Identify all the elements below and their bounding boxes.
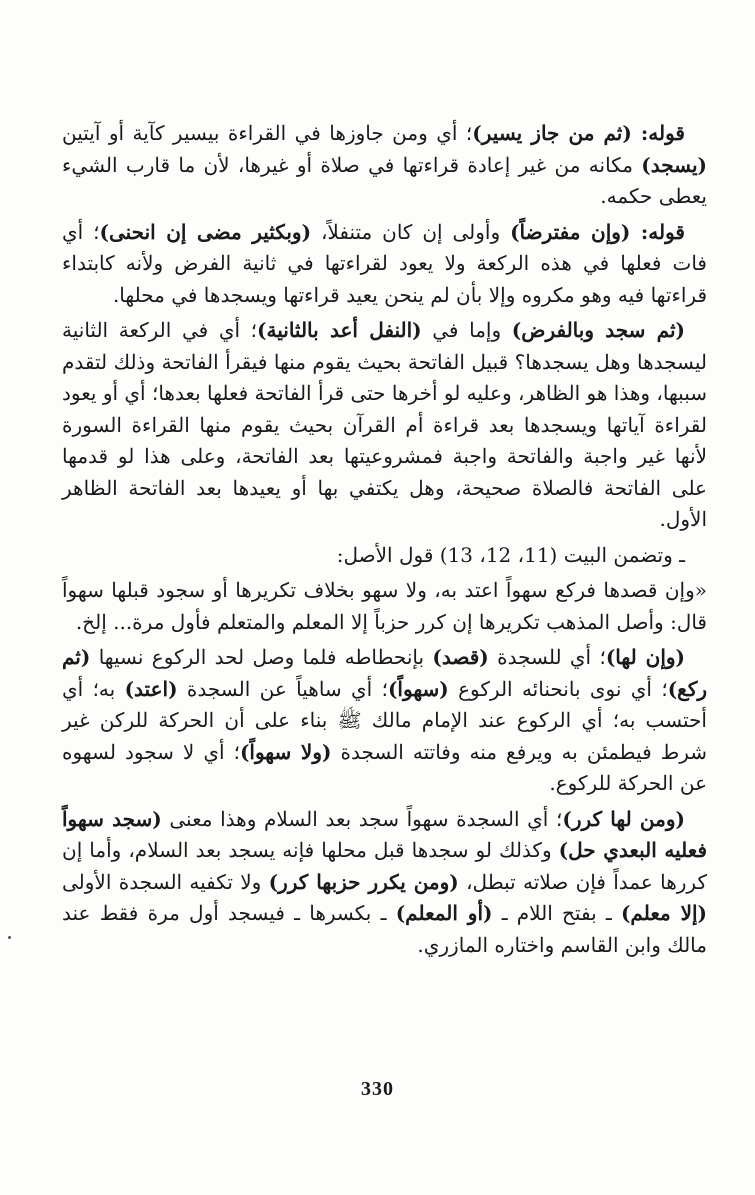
bold-phrase: قوله: xyxy=(630,219,685,244)
bold-phrase: (ثم ركع) xyxy=(62,645,708,701)
text-run: ؛ أي في الركعة الثانية ليسجدها وهل يسجدها؟ قبيل الفاتحة بحيث يقوم منها فيقرأ الفاتحة وذلك لتقدم سببها، وهذا هو الظاهر، وعليه لو أخرها حتى قرأ الفاتحة فعلها بعدها؛ أي أو يعود لقراءة آياتها ويسجدها بعد قراءة أم القرآن بحيث يقوم منها القراءة السورة لأنها غير واجبة والفاتحة واجبة فمشروعيتها بعد الفاتحة، وعلى هذا لو قدمها على الفاتحة فالصلاة صحيحة، وهل يكتفي بها أو يعيدها بعد الفاتحة الظاهر الأول. xyxy=(62,318,708,531)
bold-phrase: (اعتد) xyxy=(124,676,178,701)
paragraph xyxy=(62,217,707,312)
text-run: ؛ أي لا سجود لسهوه عن الحركة للركوع. xyxy=(62,739,707,795)
text-run: ـ بفتح اللام ـ xyxy=(492,901,621,925)
text-run: وكذلك لو سجدها قبل محلها فإنه يسجد بعد السلام، وأما إن كررها عمداً فإن صلاته تبطل، xyxy=(62,838,707,894)
text-run: ؛ أي فات فعلها في هذه الركعة ولا يعود لقراءتها في ثانية الفرض ولأنه كابتداء قراءتها فيه وهو مكروه وإلا بأن لم ينحن يعيد قراءتها ويسجدها في محلها. xyxy=(62,219,707,307)
page-number: 330 xyxy=(361,1078,394,1100)
bold-phrase: (سهواً) xyxy=(387,676,449,701)
bold-phrase: (ثم من جاز يسير) xyxy=(472,121,632,145)
text-run: ؛ أي السجدة سهواً سجد بعد السلام وهذا معنى xyxy=(161,806,563,831)
text-run: ـ وتضمن البيت (11، 12، 13) قول الأصل: xyxy=(336,542,685,567)
paragraph xyxy=(62,804,707,962)
text-run: ـ بكسرها ـ فيسجد أول مرة فقط عند مالك وابن القاسم واختاره المازري. xyxy=(62,901,707,957)
bold-phrase: (ولا سهواً) xyxy=(239,739,332,764)
bold-phrase: (وإن لها) xyxy=(605,645,685,669)
text-run: ؛ أي ومن جاوزها في القراءة بيسير كآية أو آيتين xyxy=(62,121,473,145)
paragraph xyxy=(62,118,707,213)
bold-phrase: (إلا معلم) xyxy=(620,901,707,925)
text-run: بإنحطاطه فلما وصل لحد الركوع نسيها xyxy=(90,645,433,669)
bold-phrase: (النفل أعد بالثانية) xyxy=(257,318,422,342)
bold-phrase: (ثم سجد وبالفرض) xyxy=(511,318,686,342)
text-run: «وإن قصدها فركع سهواً اعتد به، ولا سهو بخلاف تكريرها أو سجود قبلها سهواً قال: وأصل المذهب تكريرها إن كرر حزباً إلا المعلم والمتعلم فأول مرة... إلخ. xyxy=(62,578,707,634)
bold-phrase: قوله: xyxy=(631,121,685,145)
paragraph xyxy=(62,642,707,800)
text-run: ؛ أي نوى بانحنائه الركوع xyxy=(448,676,668,701)
paragraph xyxy=(62,540,707,572)
text-run: به؛ أي أحتسب به؛ أي الركوع عند الإمام مالك ﷺ بناء على أن الحركة للركن غير شرط فيطمئن به ويرفع منه وفاتته السجدة xyxy=(62,676,707,764)
margin-mark xyxy=(8,936,11,939)
bold-phrase: (وإن مفترضاً) xyxy=(510,219,631,244)
bold-phrase: (يسجد) xyxy=(641,152,707,177)
bold-phrase: (قصد) xyxy=(432,645,489,669)
bold-phrase: (ومن يكرر حزبها كرر) xyxy=(268,869,459,894)
bold-phrase: (سجد سهواً فعليه البعدي حل) xyxy=(62,806,708,862)
text-run: وإما في xyxy=(421,318,512,342)
paragraph xyxy=(62,575,707,638)
text-run: وأولى إن كان متنفلاً، xyxy=(311,219,511,244)
text-run: مكانه من غير إعادة قراءتها في صلاة أو غيرها، لأن ما قارب الشيء يعطى حكمه. xyxy=(62,152,707,208)
bold-phrase: (أو المعلم) xyxy=(395,901,493,925)
text-run: ؛ أي للسجدة xyxy=(488,645,606,669)
bold-phrase: (ومن لها كرر) xyxy=(562,806,685,831)
text-run: ولا تكفيه السجدة الأولى xyxy=(62,869,269,894)
paragraph xyxy=(62,315,707,536)
body-text xyxy=(62,118,707,965)
text-run: ؛ أي ساهياً عن السجدة xyxy=(177,676,388,701)
bold-phrase: (وبكثير مضى إن انحنى) xyxy=(99,219,312,244)
